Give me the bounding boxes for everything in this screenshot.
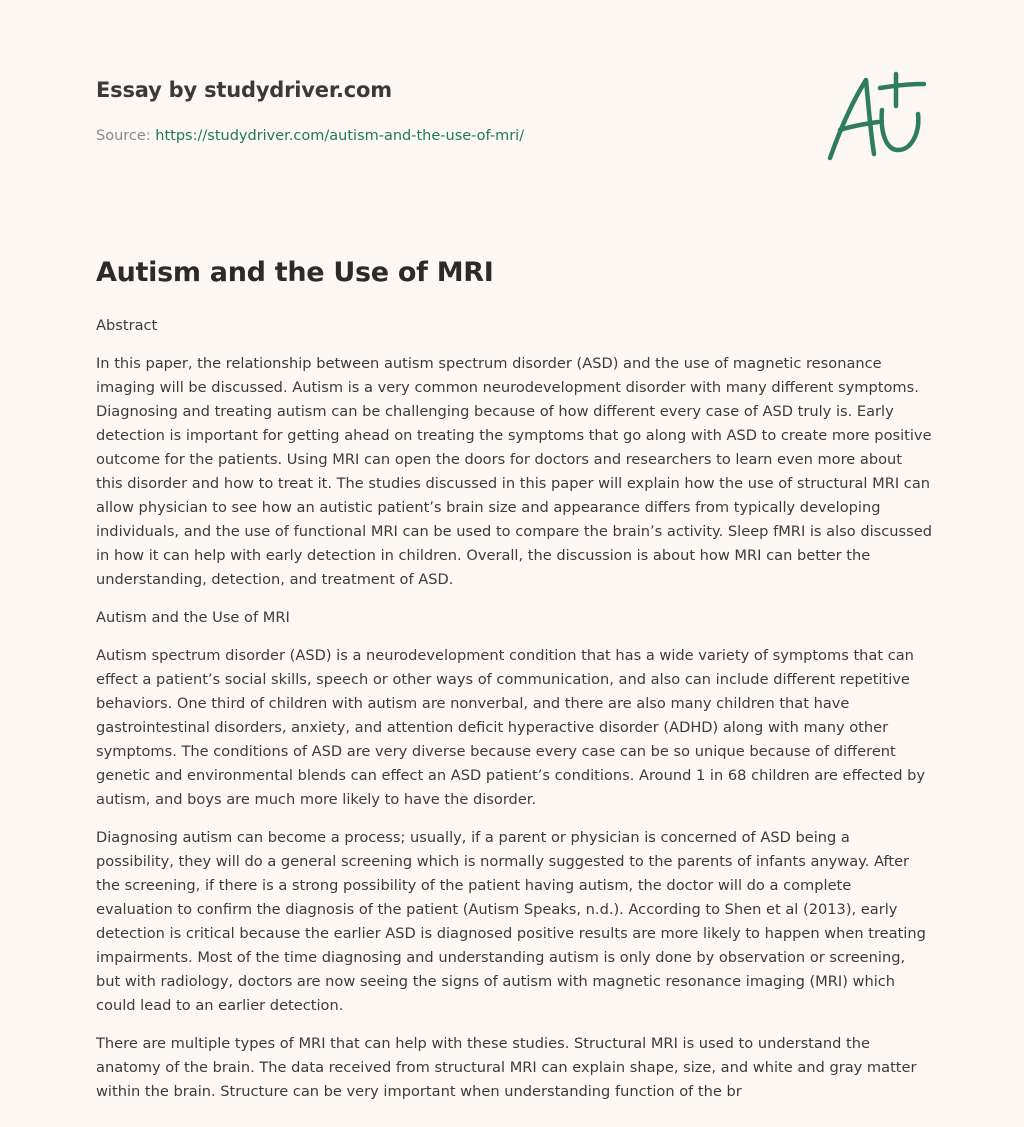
source-link[interactable]: https://studydriver.com/autism-and-the-use-of-mri/ <box>155 128 525 144</box>
brand-title: Essay by studydriver.com <box>96 78 392 102</box>
essay-header <box>96 76 936 176</box>
essay-title: Autism and the Use of MRI <box>96 257 494 288</box>
source-line <box>96 126 936 146</box>
body-paragraph-3: There are multiple types of MRI that can help with these studies. Structural MRI is used to understand the anatomy of the brain. The data received from structural MRI can explain shape, size, and white and gray matter within the brain. Structure can be very important when understanding function of the br <box>96 1035 917 1100</box>
body-paragraph-1: Autism spectrum disorder (ASD) is a neurodevelopment condition that has a wide variety of symptoms that can effect a patient’s social skills, speech or other ways of communication, and also can include different repetitive behaviors. One third of children with autism are nonverbal, and there are also many children that have gastrointestinal disorders, anxiety, and attention deficit hyperactive disorder (ADHD) along with many other symptoms. The conditions of ASD are very diverse because every case can be so unique because of different genetic and environmental blends can effect an ASD patient’s conditions. Around 1 in 68 children are effected by autism, and boys are much more likely to have the disorder. <box>96 647 926 808</box>
source-label: Source: <box>96 128 156 144</box>
abstract-paragraph: In this paper, the relationship between autism spectrum disorder (ASD) and the use of magnetic resonance imaging will be discussed. Autism is a very common neurodevelopment disorder with many different symptoms. Diagnosing and treating autism can be challenging because of how different every case of ASD truly is. Early detection is important for getting ahead on treating the symptoms that go along with ASD to create more positive outcome for the patients. Using MRI can open the doors for doctors and researchers to learn even more about this disorder and how to treat it. The studies discussed in this paper will explain how the use of structural MRI can allow physician to see how an autistic patient’s brain size and appearance differs from typically developing individuals, and the use of functional MRI can be used to compare the brain’s activity. Sleep fMRI is also discussed in how it can help with early detection in children. Overall, the discussion is about how MRI can better the understanding, detection, and treatment of ASD. <box>96 355 932 588</box>
abstract-heading: Abstract <box>96 317 158 334</box>
body-paragraph-2: Diagnosing autism can become a process; usually, if a parent or physician is concerned of ASD being a possibility, they will do a general screening which is normally suggested to the parents of infants anyway. After the screening, if there is a strong possibility of the patient having autism, the doctor will do a complete evaluation to confirm the diagnosis of the patient (Autism Speaks, n.d.). According to Shen et al (2013), early detection is critical because the earlier ASD is diagnosed positive results are more likely to happen when treating impairments. Most of the time diagnosing and understanding autism is only done by observation or screening, but with radiology, doctors are now seeing the signs of autism with magnetic resonance imaging (MRI) which could lead to an earlier detection. <box>96 829 926 1014</box>
section-heading: Autism and the Use of MRI <box>96 609 290 626</box>
essay-body <box>96 314 932 1118</box>
a-plus-logo-icon <box>822 70 926 166</box>
